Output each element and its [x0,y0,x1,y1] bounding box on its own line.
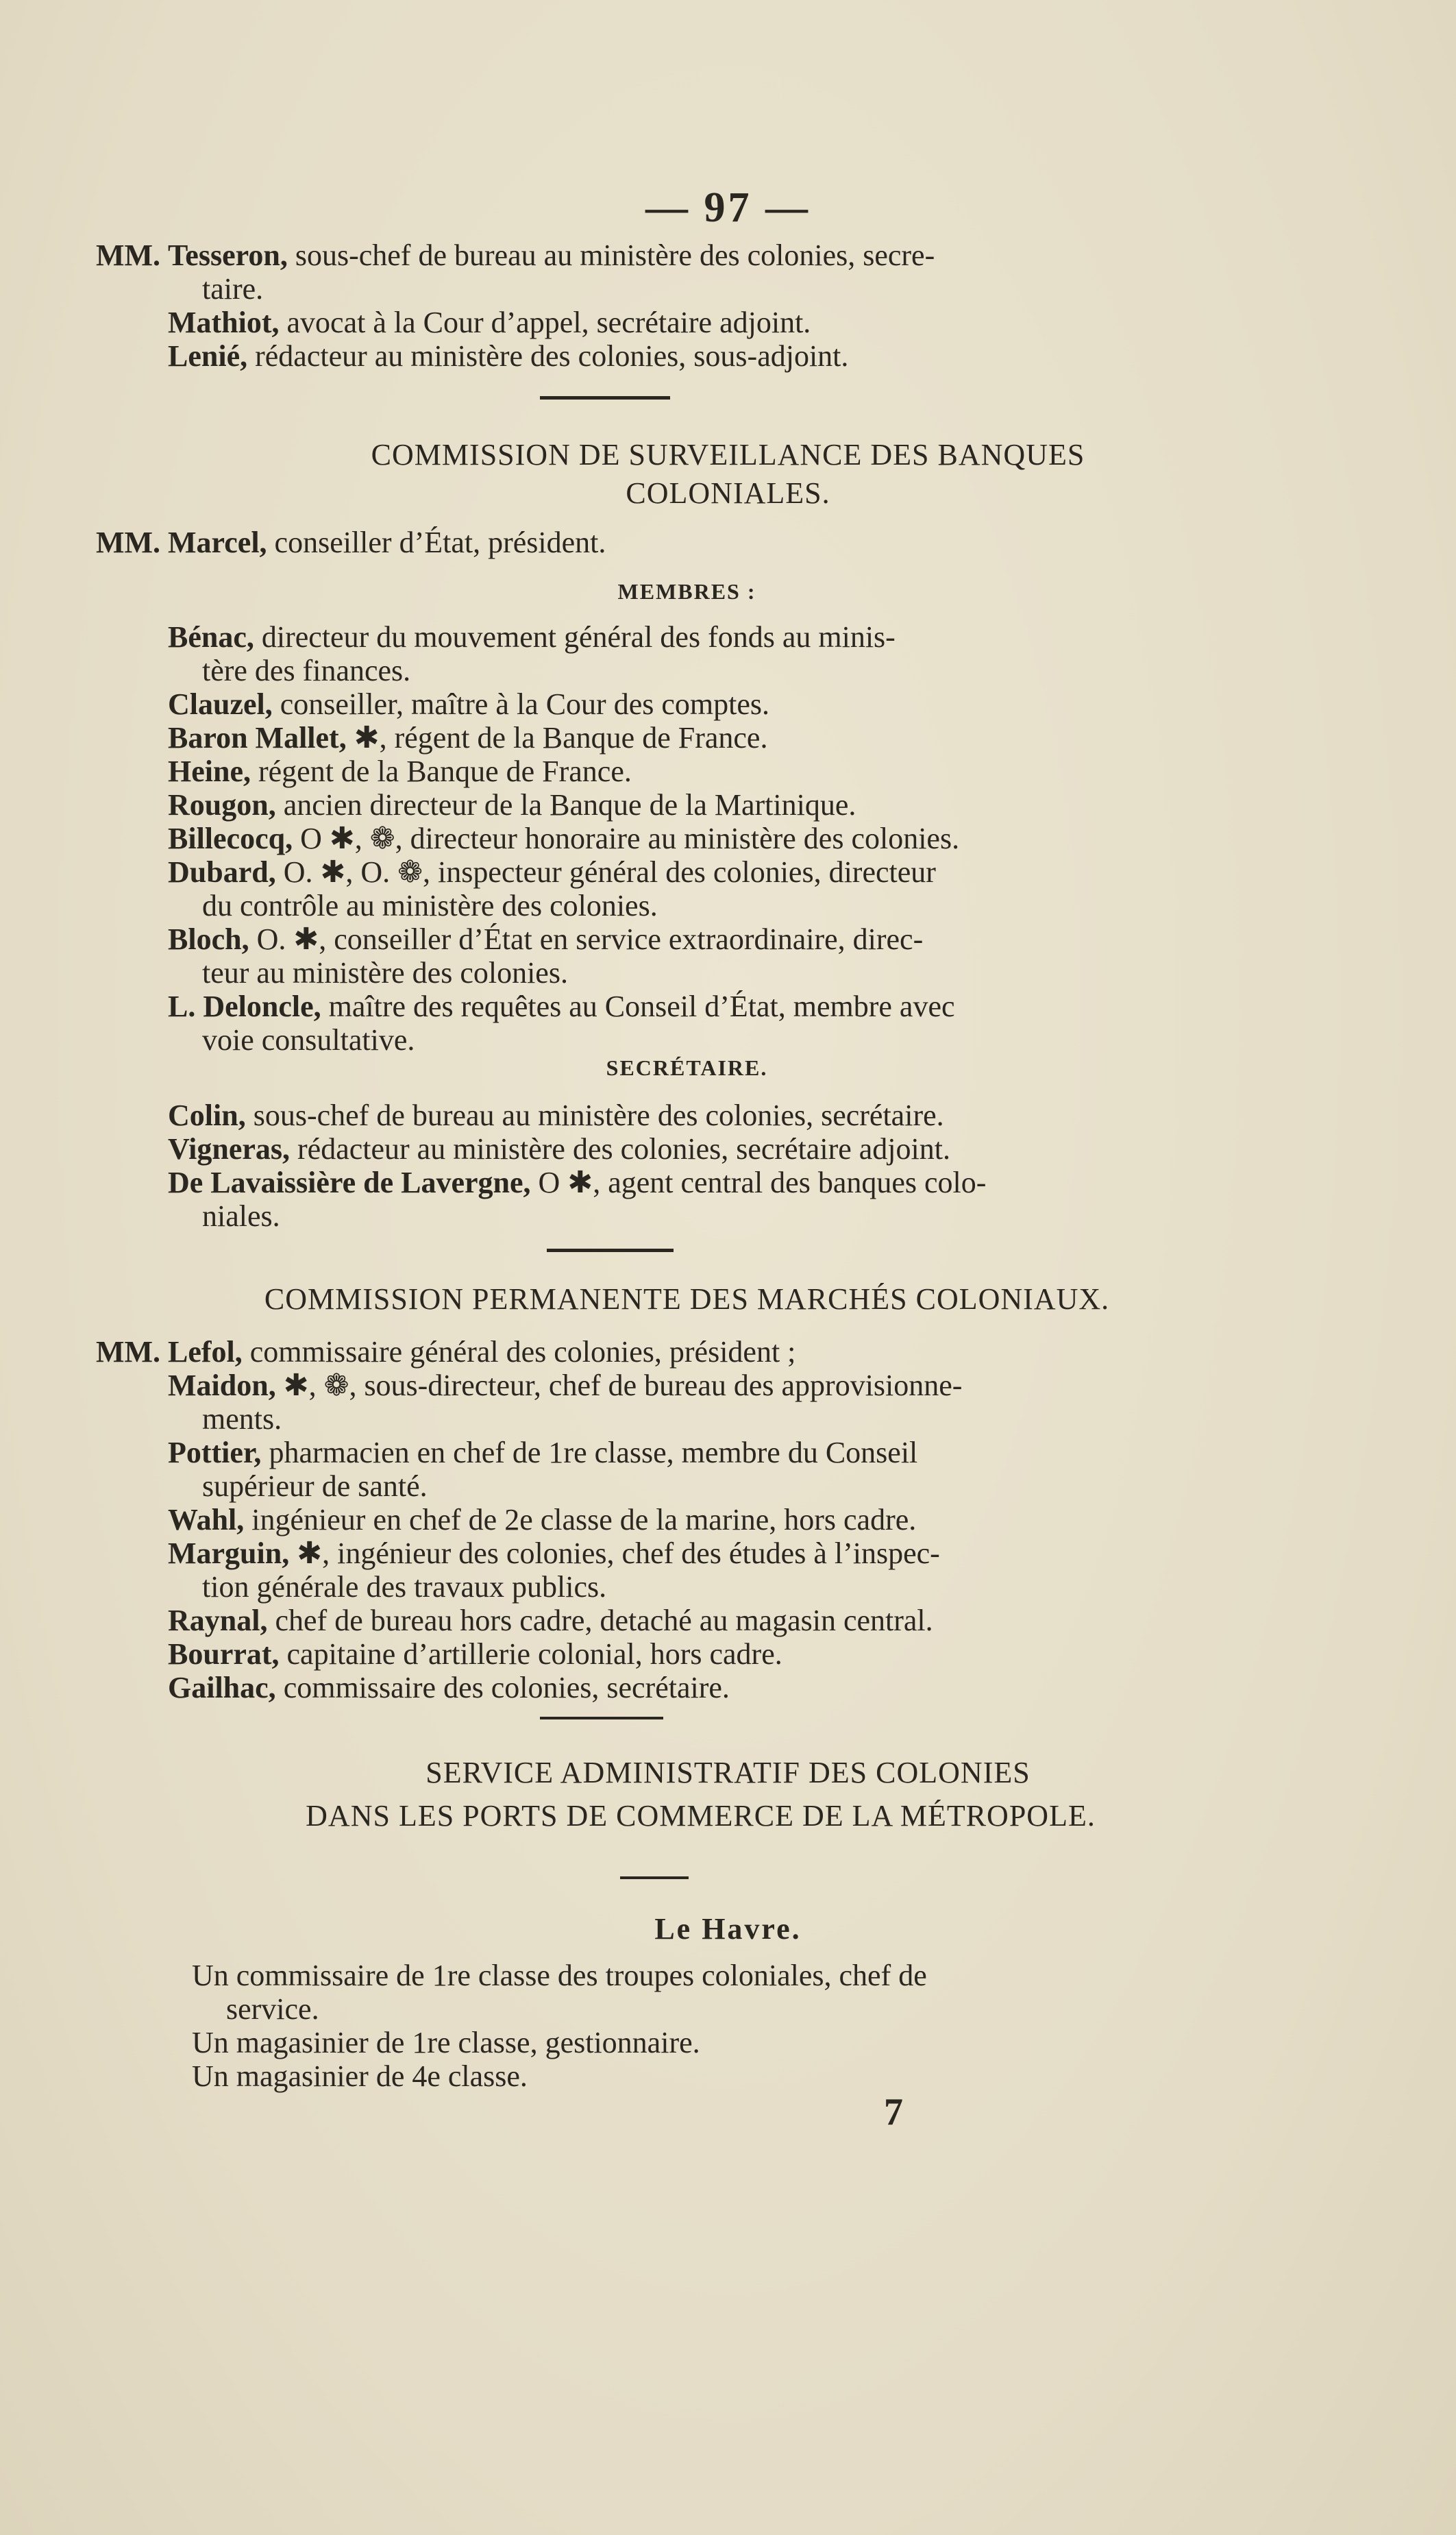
person-name: Bloch, [168,922,249,956]
divider [540,396,670,400]
text-line [96,1436,1137,1469]
person-name: L. Deloncle, [168,990,321,1023]
entry-text: régent de la Banque de France. [250,755,632,788]
entry-text: Un commissaire de 1re classe des troupes coloniales, chef de [192,1959,927,1992]
person-name: Billecocq, [168,822,293,855]
entry-text: ancien directeur de la Banque de la Martinique. [275,788,856,822]
entry-text: conseiller, maître à la Cour des comptes. [272,687,769,721]
text-line [192,2059,1233,2093]
entry-text: ✱, ❁, sous-directeur, chef de bureau des approvisionne- [275,1369,963,1402]
text-line [96,1536,1137,1570]
entry-text: maître des requêtes au Conseil d’État, membre avec [321,990,955,1023]
text-line [96,788,1137,822]
entry-text: O. ✱, conseiller d’État en service extraordinaire, direc- [249,922,924,956]
text-line [192,2026,1233,2059]
person-name: Vigneras, [168,1132,291,1166]
section-secretaires [96,1099,1137,1233]
entry-text: Un magasinier de 1re classe, gestionnaire. [192,2026,700,2059]
entry-text: O ✱, agent central des banques colo- [530,1166,987,1199]
section-president [96,526,1137,559]
entry-text: O ✱, ❁, directeur honoraire au ministère des colonies. [293,822,960,855]
person-name: Colin, [168,1099,246,1132]
text-line [96,822,1137,855]
text-line [96,1469,1137,1503]
section-marches [96,1335,1137,1704]
divider [620,1876,689,1879]
heading-line: COMMISSION DE SURVEILLANCE DES BANQUES [371,438,1085,472]
honorific: MM. [96,238,161,272]
entry-text: commissaire des colonies, secrétaire. [275,1671,730,1704]
entry-text: sous-chef de bureau au ministère des colonies, secrétaire. [245,1099,944,1132]
entry-text: ✱, régent de la Banque de France. [346,721,768,755]
person-name: De Lavaissière de Lavergne, [168,1166,531,1199]
entry-text: rédacteur au ministère des colonies, sous-adjoint. [247,339,849,373]
person-name: Bourrat, [168,1637,280,1671]
text-line [96,339,1137,373]
subheading-membres: MEMBRES : [617,579,756,604]
text-line [96,755,1137,788]
text-line [96,687,1137,721]
continuation-text: taire. [202,272,264,306]
text-line [96,1570,1137,1604]
heading-service-administratif [0,1751,1456,1837]
subheading-secretaire: SECRÉTAIRE. [606,1055,768,1080]
person-name: Mathiot, [168,306,280,339]
text-line [96,1099,1137,1132]
person-name: Baron Mallet, [168,721,347,755]
entry-text: O. ✱, O. ❁, inspecteur général des colonies, directeur [275,855,936,889]
continuation-text: supérieur de santé. [202,1469,428,1503]
text-line [96,956,1137,990]
text-line [96,306,1137,339]
continuation-text: teur au ministère des colonies. [202,956,568,990]
text-line [192,1959,1233,1992]
text-line [96,1199,1137,1233]
continuation-text: niales. [202,1199,280,1233]
divider [547,1249,674,1252]
person-name: Raynal, [168,1604,268,1637]
text-line [192,1992,1233,2026]
text-line [96,654,1137,687]
entry-text: pharmacien en chef de 1re classe, membre du Conseil [261,1436,918,1469]
continuation-text: voie consultative. [202,1023,415,1057]
text-line [96,272,1137,306]
text-line [96,1335,1137,1369]
text-line [96,238,1137,272]
text-line [96,1671,1137,1704]
text-line [96,526,1137,559]
text-line [96,990,1137,1023]
entry-text: chef de bureau hors cadre, detaché au magasin central. [267,1604,933,1637]
person-name: Lefol, [168,1335,243,1369]
person-name: Pottier, [168,1436,262,1469]
entry-text: Un magasinier de 4e classe. [192,2059,528,2093]
entry-text: commissaire général des colonies, président ; [242,1335,796,1369]
person-name: Heine, [168,755,251,788]
person-name: Tesseron, [168,238,288,272]
honorific: MM. [96,526,161,559]
text-line [96,1637,1137,1671]
person-name: Wahl, [168,1503,245,1536]
heading-line: DANS LES PORTS DE COMMERCE DE LA MÉTROPOLE. [306,1799,1096,1833]
text-line [96,1369,1137,1402]
text-line [96,1132,1137,1166]
person-name: Clauzel, [168,687,273,721]
section-secretariat [96,238,1137,373]
text-line [96,1604,1137,1637]
text-line [96,1402,1137,1436]
signature-mark: 7 [884,2091,903,2133]
entry-text: sous-chef de bureau au ministère des colonies, secre- [287,238,935,272]
section-le-havre [192,1959,1233,2093]
divider [540,1717,663,1719]
person-name: Dubard, [168,855,276,889]
text-line [96,721,1137,755]
entry-text: rédacteur au ministère des colonies, secrétaire adjoint. [290,1132,950,1166]
entry-text: conseiller d’État, président. [267,526,606,559]
heading-le-havre: Le Havre. [654,1912,802,1946]
page-number: — 97 — [645,184,811,231]
continuation-text: tère des finances. [202,654,411,687]
entry-text: capitaine d’artillerie colonial, hors cadre. [279,1637,782,1671]
continuation-text: du contrôle au ministère des colonies. [202,889,658,922]
text-line [96,1503,1137,1536]
continuation-text: service. [226,1992,319,2026]
heading-commission-marches: COMMISSION PERMANENTE DES MARCHÉS COLONIAUX. [264,1282,1110,1316]
person-name: Gailhac, [168,1671,276,1704]
entry-text: ingénieur en chef de 2e classe de la marine, hors cadre. [244,1503,917,1536]
heading-commission-surveillance [0,436,1456,513]
entry-text: directeur du mouvement général des fonds au minis- [254,620,896,654]
text-line [96,855,1137,889]
text-line [96,620,1137,654]
honorific: MM. [96,1335,161,1369]
person-name: Marguin, [168,1536,290,1570]
text-line [96,889,1137,922]
text-line [96,922,1137,956]
person-name: Rougon, [168,788,276,822]
person-name: Lenié, [168,339,248,373]
text-line [96,1166,1137,1199]
person-name: Maidon, [168,1369,276,1402]
heading-line: SERVICE ADMINISTRATIF DES COLONIES [425,1756,1031,1789]
heading-line: COLONIALES. [626,476,830,510]
continuation-text: tion générale des travaux publics. [202,1570,607,1604]
entry-text: avocat à la Cour d’appel, secrétaire adjoint. [279,306,811,339]
section-membres [96,620,1137,1057]
text-line [96,1023,1137,1057]
continuation-text: ments. [202,1402,282,1436]
person-name: Bénac, [168,620,254,654]
entry-text: ✱, ingénieur des colonies, chef des études à l’inspec- [289,1536,940,1570]
person-name: Marcel, [168,526,267,559]
